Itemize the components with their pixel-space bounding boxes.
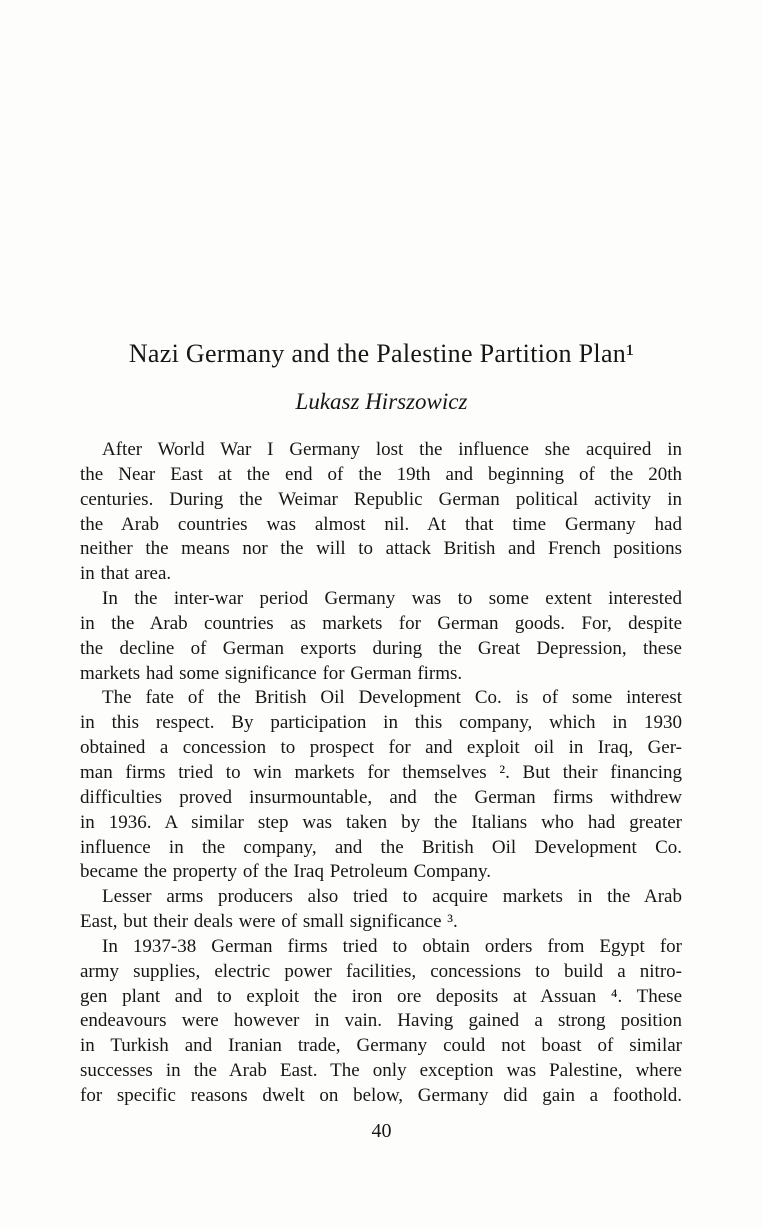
text-line: After World War I Germany lost the influence she acquired in [102,439,682,460]
article-title: Nazi Germany and the Palestine Partition Plan¹ [128,339,635,368]
text-line: obtained a concession to prospect for and exploit oil in Iraq, Ger- [80,737,682,759]
text-line: in Turkish and Iranian trade, Germany could not boast of similar [80,1035,682,1057]
text-line: In 1937-38 German firms tried to obtain orders from Egypt for [102,935,682,957]
text-line: influence in the company, and the British Oil Development Co. [80,836,682,858]
text-line: difficulties proved insurmountable, and the German firms withdrew [80,786,682,808]
text-line: man firms tried to win markets for themselves ². But their financing [80,761,682,783]
body-text [80,438,682,1109]
text-line: the Arab countries was almost nil. At that time Germany had [80,513,682,535]
paragraph [80,686,682,885]
text-line: army supplies, electric power facilities, concessions to build a nitro- [80,960,682,982]
text-line: the decline of German exports during the Great Depression, these [80,637,682,659]
text-line: markets had some significance for German firms. [80,662,463,684]
paragraph [80,438,682,587]
text-line: In the inter-war period Germany was to some extent interested [102,588,682,610]
paragraph [80,587,682,686]
text-line: gen plant and to exploit the iron ore deposits at Assuan ⁴. These [80,985,682,1007]
text-line: Lesser arms producers also tried to acquire markets in the Arab [102,886,682,908]
text-line: in this respect. By participation in this company, which in 1930 [80,712,682,734]
text-line: endeavours were however in vain. Having gained a strong position [80,1010,682,1032]
paragraph [80,935,682,1109]
text-line: The fate of the British Oil Development Co. is of some interest [102,687,682,709]
text-line: for specific reasons dwelt on below, Germany did gain a foothold. [80,1084,682,1106]
text-line: in that area. [80,563,172,585]
text-line: the Near East at the end of the 19th and beginning of the 20th [80,463,682,485]
text-line: centuries. During the Weimar Republic German political activity in [80,488,682,510]
text-line: became the property of the Iraq Petroleum Company. [80,861,491,883]
text-line: successes in the Arab East. The only exception was Palestine, where [80,1060,682,1082]
text-line: in the Arab countries as markets for German goods. For, despite [80,612,682,634]
text-line: neither the means nor the will to attack British and French positions [80,538,682,560]
page-number: 40 [371,1120,392,1142]
text-line: in 1936. A similar step was taken by the Italians who had greater [80,811,682,833]
text-line: East, but their deals were of small significance ³. [80,911,458,933]
paragraph [80,885,682,935]
article-author: Lukasz Hirszowicz [295,389,468,414]
